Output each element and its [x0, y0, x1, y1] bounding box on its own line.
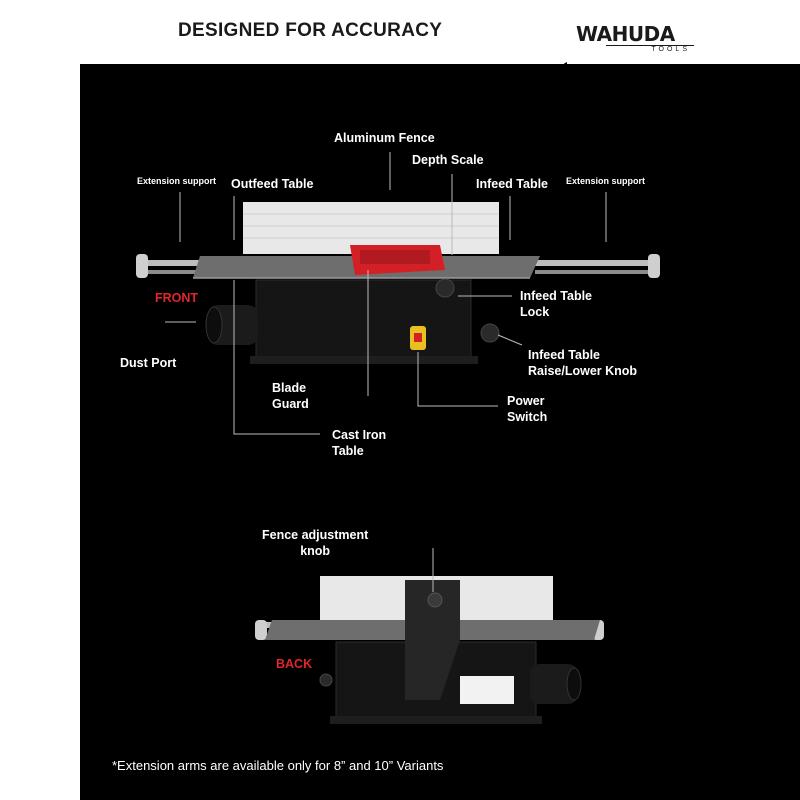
label-back: BACK: [276, 657, 313, 671]
back-extension-end-left: [255, 620, 267, 640]
back-jointer: [255, 548, 604, 724]
label-fence-adjustment-knob: Fence adjustment knob: [262, 528, 369, 558]
extension-rail-right-lower: [535, 270, 660, 274]
extension-end-right: [648, 254, 660, 278]
footnote: *Extension arms are available only for 8” and 10” Variants: [112, 758, 444, 773]
extension-rail-left-lower: [140, 270, 200, 274]
spec-label: [460, 676, 514, 704]
label-aluminum-fence: Aluminum Fence: [334, 131, 435, 145]
extension-rail-right: [535, 260, 660, 266]
logo-word: WAHUDA: [576, 22, 675, 46]
label-blade-guard: Blade Guard: [272, 381, 309, 411]
label-infeed-table-lock: Infeed Table Lock: [520, 289, 593, 319]
label-infeed-table: Infeed Table: [476, 177, 549, 191]
extension-rail-left: [140, 260, 200, 266]
label-outfeed-table: Outfeed Table: [231, 177, 314, 191]
extension-end-left: [136, 254, 148, 278]
label-extension-support-right: Extension support: [566, 176, 646, 186]
logo-sub: TOOLS: [606, 45, 694, 53]
label-depth-scale: Depth Scale: [412, 153, 484, 167]
page-title: DESIGNED FOR ACCURACY: [178, 20, 443, 41]
label-cast-iron-table: Cast Iron Table: [332, 428, 387, 458]
label-raise-lower-knob: Infeed Table Raise/Lower Knob: [528, 348, 638, 378]
label-dust-port: Dust Port: [120, 356, 177, 370]
label-front: FRONT: [155, 291, 199, 305]
infeed-lock-knob: [436, 279, 454, 297]
label-extension-support-left: Extension support: [137, 176, 217, 186]
fence-adjustment-knob-shape: [428, 593, 442, 607]
raise-lower-knob: [481, 324, 499, 342]
label-power-switch: Power Switch: [507, 394, 548, 424]
